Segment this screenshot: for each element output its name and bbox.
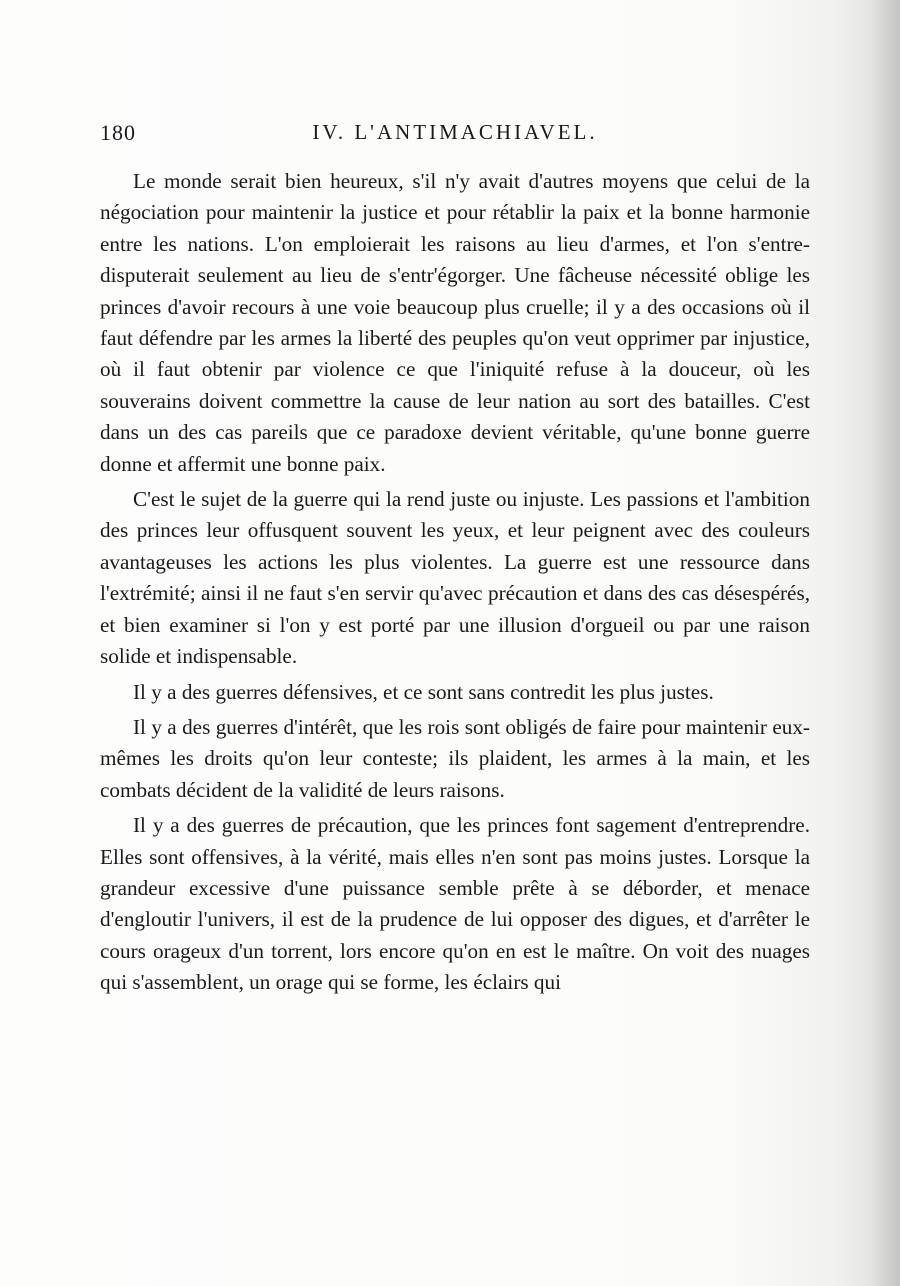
paragraph: Il y a des guerres d'intérêt, que les rois sont obligés de faire pour maintenir eux-mêmes les droits qu'on leur conteste; ils plaident, les armes à la main, et les combats décident de la validité de leurs raisons. (100, 714, 810, 802)
page-edge-shadow (870, 0, 900, 1286)
body-text (100, 166, 810, 1003)
paragraph: Il y a des guerres de précaution, que les princes font sagement d'entreprendre. Elles sont offensives, à la vérité, mais elles n'en sont pas moins justes. Lorsque la grandeur excessive d'une puissance semble prête à se déborder, et menace d'engloutir l'univers, il est de la prudence de lui opposer des digues, et d'arrêter le cours orageux d'un torrent, lors encore qu'on en est le maître. On voit des nuages qui s'assemblent, un orage qui se forme, les éclairs qui (100, 813, 810, 995)
paragraph: C'est le sujet de la guerre qui la rend juste ou injuste. Les passions et l'ambition des princes leur offusquent souvent les yeux, et leur peignent avec des couleurs avantageuses les actions les plus violentes. La guerre est une ressource dans l'extrémité; ainsi il ne faut s'en servir qu'avec précaution et dans des cas désespérés, et bien examiner si l'on y est porté par une illusion d'orgueil ou par une raison solide et indispensable. (100, 487, 810, 669)
paragraph: Le monde serait bien heureux, s'il n'y avait d'autres moyens que celui de la négociation pour maintenir la justice et pour rétablir la paix et la bonne harmonie entre les nations. L'on emploierait les raisons au lieu d'armes, et l'on s'entre-disputerait seulement au lieu de s'entr'égorger. Une fâcheuse nécessité oblige les princes d'avoir recours à une voie beaucoup plus cruelle; il y a des occasions où il faut défendre par les armes la liberté des peuples qu'on veut opprimer par injustice, où il faut obtenir par violence ce que l'iniquité refuse à la douceur, où les souverains doivent commettre la cause de leur nation au sort des batailles. C'est dans un des cas pareils que ce paradoxe devient véritable, qu'une bonne guerre donne et affermit une bonne paix. (100, 169, 810, 476)
paragraph: Il y a des guerres défensives, et ce sont sans contredit les plus justes. (133, 679, 714, 704)
page-number: 180 (100, 120, 136, 145)
running-head (100, 120, 810, 152)
running-title: IV. L'ANTIMACHIAVEL. (312, 120, 598, 144)
